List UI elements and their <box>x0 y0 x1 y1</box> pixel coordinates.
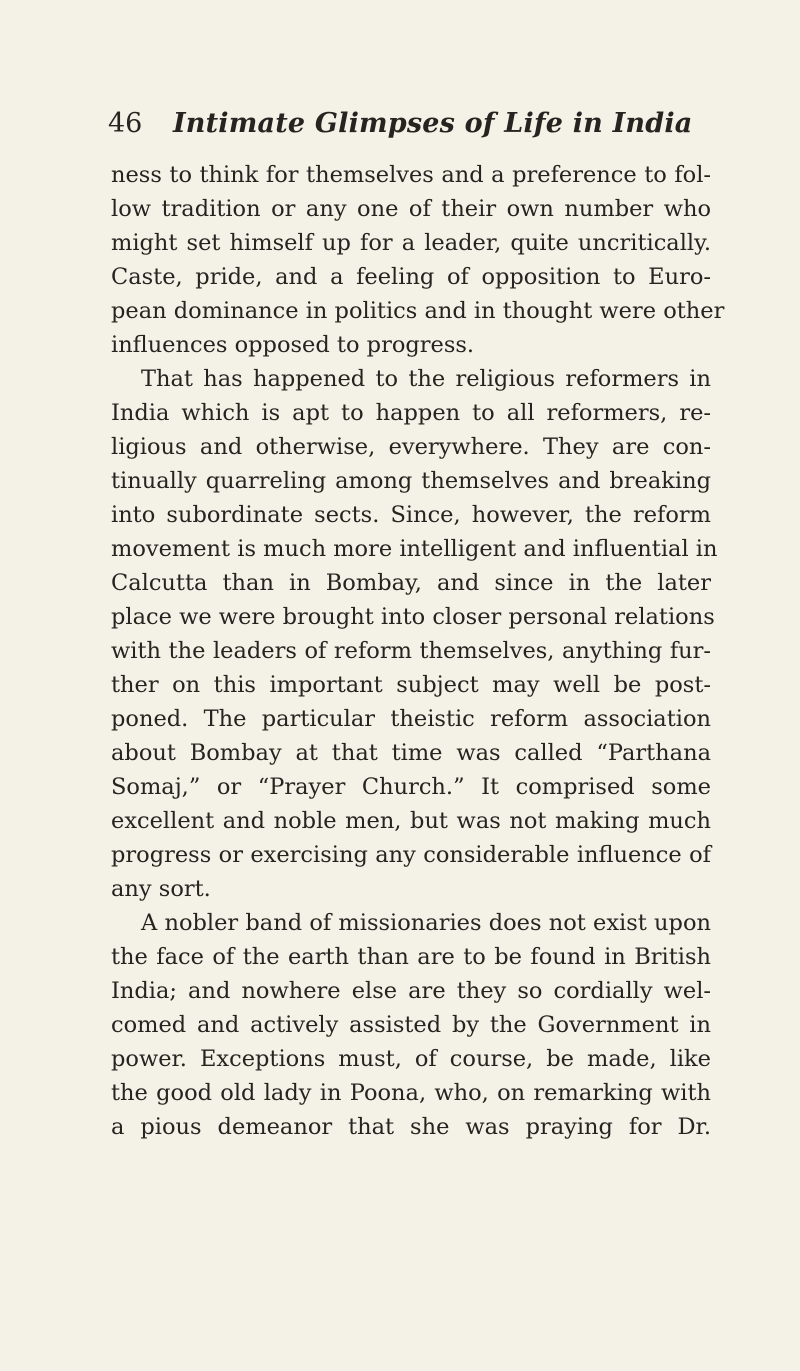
text-line: poned. The particular theistic reform association <box>111 706 711 732</box>
text-line: comed and actively assisted by the Government in <box>111 1012 711 1038</box>
text-line: ligious and otherwise, everywhere. They are con- <box>111 434 711 460</box>
text-line: progress or exercising any considerable influence of <box>111 842 711 868</box>
text-line: A nobler band of missionaries does not exist upon <box>141 910 711 936</box>
text-line: place we were brought into closer personal relations <box>111 604 715 630</box>
text-line: might set himself up for a leader, quite uncritically. <box>111 230 711 256</box>
text-line: the good old lady in Poona, who, on remarking with <box>111 1080 711 1106</box>
text-line: influences opposed to progress. <box>111 332 475 358</box>
text-line: low tradition or any one of their own number who <box>111 196 711 222</box>
running-header <box>108 104 708 144</box>
text-line: tinually quarreling among themselves and breaking <box>111 468 711 494</box>
text-line: excellent and noble men, but was not making much <box>111 808 711 834</box>
text-line: Caste, pride, and a feeling of opposition to Euro- <box>111 264 711 290</box>
text-line: That has happened to the religious reformers in <box>141 366 711 392</box>
text-line: India which is apt to happen to all reformers, re- <box>111 400 711 426</box>
text-line: Somaj,” or “Prayer Church.” It comprised some <box>111 774 711 800</box>
text-line: power. Exceptions must, of course, be made, like <box>111 1046 711 1072</box>
text-line: into subordinate sects. Since, however, the reform <box>111 502 711 528</box>
running-title: Intimate Glimpses of Life in India <box>172 108 693 139</box>
text-line: India; and nowhere else are they so cordially wel- <box>111 978 711 1004</box>
text-line: ness to think for themselves and a preference to fol- <box>111 162 711 188</box>
text-line: about Bombay at that time was called “Parthana <box>111 740 711 766</box>
text-line: Calcutta than in Bombay, and since in the later <box>111 570 711 596</box>
text-line: movement is much more intelligent and influential in <box>111 536 718 562</box>
page-number: 46 <box>108 108 143 139</box>
text-line: ther on this important subject may well be post- <box>111 672 711 698</box>
text-line: the face of the earth than are to be found in British <box>111 944 711 970</box>
text-line: pean dominance in politics and in thought were other <box>111 298 725 324</box>
body-text <box>111 158 725 1144</box>
text-line: with the leaders of reform themselves, anything fur- <box>111 638 711 664</box>
text-line: a pious demeanor that she was praying for Dr. <box>111 1114 711 1140</box>
text-line: any sort. <box>111 876 211 902</box>
